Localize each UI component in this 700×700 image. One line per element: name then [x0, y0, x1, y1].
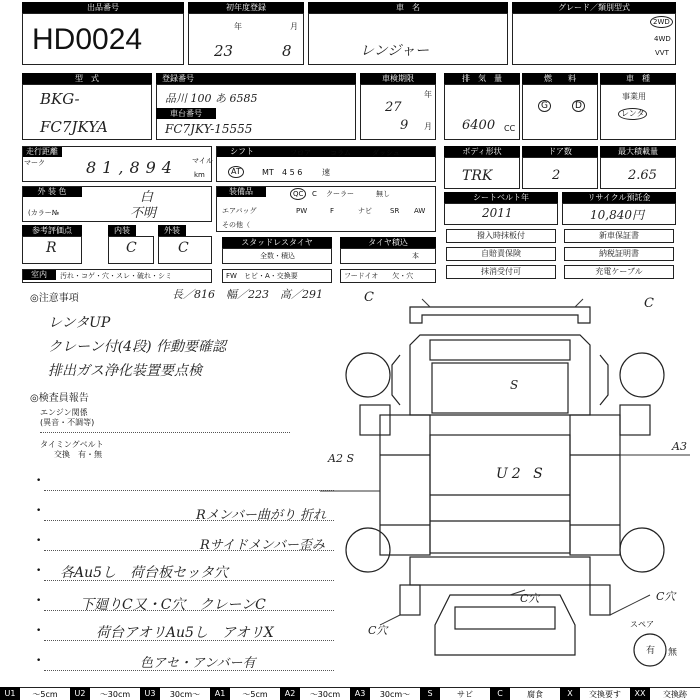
mark-side-left: A2 S: [328, 452, 354, 465]
left-side-panel: [380, 415, 430, 555]
ext-color-header: 外 装 色: [22, 186, 82, 197]
displacement-header: 排 気 量: [444, 73, 520, 84]
ext-color-code: 不明: [130, 206, 157, 221]
report-dotline-0: [44, 490, 334, 491]
reg-no: 品川 100 あ 6585: [165, 92, 258, 105]
model-top: BKG-: [40, 90, 80, 108]
mile-label: マイル: [192, 157, 213, 165]
engine-label: エンジン関係: [40, 408, 88, 417]
rear-right-lamp: [590, 585, 610, 615]
mark-rear-left: C穴: [368, 624, 388, 637]
status-button-1: 新車保証書: [564, 229, 674, 243]
rear-left-lamp: [400, 585, 420, 615]
seatbelt-year: 2011: [482, 206, 513, 220]
exterior-header: 外装: [158, 225, 186, 236]
drive-4wd: 4WD: [654, 35, 671, 43]
right-mirror: [600, 355, 608, 405]
studless-opts: 全数・積込: [260, 252, 295, 260]
chassis-no-header: 車台番号: [156, 108, 216, 119]
front-right-wheel: [620, 353, 664, 397]
interior-grade: C: [126, 240, 137, 256]
notes-title: ◎注意事項: [30, 293, 79, 304]
km-label: km: [194, 171, 205, 179]
ref-grade: R: [46, 240, 57, 256]
spare-have: 有: [646, 646, 656, 656]
timing-exchange: 交換 有・無: [54, 450, 102, 459]
reg-no-header: 登録番号: [156, 73, 356, 84]
body-shape: TRK: [462, 168, 493, 184]
mark-top-right: C: [644, 296, 654, 311]
first-reg-month-label: 月: [290, 22, 298, 31]
shift-gears: 4 5 6: [282, 168, 303, 177]
rear-right-wheel: [620, 528, 664, 572]
shift-column: コラム: [330, 149, 351, 157]
rear-window: [455, 607, 555, 629]
equip-c: C: [312, 190, 317, 198]
model-header: 型 式: [22, 73, 152, 84]
doors: 2: [552, 168, 561, 183]
legend-code-8: X: [560, 687, 580, 700]
legend-desc-6: サビ: [440, 687, 490, 700]
bullet-0: •: [36, 476, 42, 486]
engine-sub-label: (異音・不調等): [40, 418, 95, 427]
ref-grade-header: 参考評価点: [22, 225, 82, 236]
bullet-1: •: [36, 506, 42, 516]
equip-pw: PW: [296, 207, 308, 215]
shift-floor: フロア: [290, 149, 311, 157]
spare-label: スペア: [630, 620, 654, 629]
legend-code-1: U2: [70, 687, 90, 700]
interior-header: 内装: [108, 225, 136, 236]
first-reg-header: 初年度登録: [188, 2, 304, 13]
report-line-5: 色アセ・アンバー有: [140, 656, 256, 671]
windshield: [430, 340, 570, 360]
use-type-header: 車 種: [600, 73, 676, 84]
use-rental: レンタ: [618, 108, 647, 120]
legend-code-9: XX: [630, 687, 650, 700]
first-reg-month: 8: [282, 42, 292, 60]
equip-f: F: [330, 207, 335, 215]
front-bumper: [410, 307, 590, 323]
cc-label: CC: [504, 124, 516, 133]
front-left-wheel: [346, 353, 390, 397]
drive-vvt: VVT: [655, 49, 669, 57]
inspection-month: 9: [400, 118, 409, 133]
status-button-0: 撥入時抹板付: [446, 229, 556, 243]
color-no-label: (カラー№: [28, 209, 60, 217]
bullet-4: •: [36, 596, 42, 606]
legend-code-0: U1: [0, 687, 20, 700]
tailgate: [435, 595, 575, 655]
report-line-2: 各Au5し 荷台板セッタ穴: [60, 565, 229, 581]
max-load-header: 最大積載量: [600, 146, 676, 157]
mileage-header: 走行距離: [22, 146, 62, 157]
bullet-5: •: [36, 626, 42, 636]
inspection-year: 27: [385, 100, 402, 115]
mark-hood: S: [510, 378, 519, 392]
notes-line-2: 排出ガス浄化装置要点検: [48, 363, 202, 379]
interior-opts: 汚れ・コゲ・穴・スレ・破れ・シミ: [60, 272, 172, 280]
status-button-2: 自賠責保険: [446, 247, 556, 261]
status-button-4: 抹消受付可: [446, 265, 556, 279]
drive-2wd: 2WD: [650, 16, 673, 28]
rear-deck: [410, 557, 590, 585]
bullet-2: •: [36, 536, 42, 546]
displacement: 6400: [462, 118, 496, 133]
notes-line-0: レンタUP: [48, 315, 111, 331]
shift-at: AT: [228, 166, 244, 178]
grade-header: グレード／類別型式: [512, 2, 676, 13]
inspection-month-label: 月: [424, 122, 432, 131]
equip-none: 無し: [376, 190, 390, 198]
body-shape-header: ボディ形状: [444, 146, 520, 157]
dimensions: 長／816 幅／223 高／291: [172, 288, 323, 301]
legend-code-4: A2: [280, 687, 300, 700]
timing-belt-label: タイミングベルト: [40, 440, 104, 449]
equip-navi: ナビ: [358, 207, 372, 215]
tire-row: フードイオ 欠・穴: [344, 272, 414, 280]
engine-line: [40, 432, 290, 433]
legend-desc-0: ～5cm: [20, 687, 70, 700]
mark-top-left: C: [364, 290, 374, 305]
notes-line-1: クレーン付(4段) 作動要確認: [48, 339, 227, 355]
inspection-header: 車検期限: [360, 73, 436, 84]
fuel-header: 燃 料: [522, 73, 598, 84]
model-bottom: FC7JKYA: [40, 118, 108, 136]
mark-rear-right: C穴: [656, 590, 676, 603]
fuel-diesel: D: [572, 100, 585, 112]
inspection-year-label: 年: [424, 90, 432, 99]
mark-rear-center: C穴: [520, 592, 540, 605]
tire-count-header: タイヤ積込: [340, 237, 436, 248]
bullet-6: •: [36, 656, 42, 666]
roof: [432, 363, 568, 413]
ext-color: 白: [140, 190, 154, 205]
legend-desc-8: 交換要す: [580, 687, 630, 700]
recycle-header: リサイクル預託金: [562, 192, 676, 203]
legend-code-2: U3: [140, 687, 160, 700]
lot-no-header: 出品番号: [22, 2, 184, 13]
front-right-fender: [620, 405, 650, 435]
car-name-header: 車 名: [308, 2, 508, 13]
studless-header: スタッドレスタイヤ: [222, 237, 332, 248]
car-name: レンジャー: [360, 43, 430, 59]
bullet-3: •: [36, 566, 42, 576]
status-button-5: 充電ケーブル: [564, 265, 674, 279]
doors-header: ドア数: [522, 146, 598, 157]
report-line-0: Rメンバー曲がり 折れ: [196, 508, 327, 523]
mileage: 81,894: [86, 158, 178, 177]
front-left-fender: [360, 405, 390, 435]
equip-aw: AW: [414, 207, 426, 215]
equip-airbag: エアバッグ: [222, 207, 257, 215]
equip-sr: SR: [390, 207, 400, 215]
interior-cond-header: 室内: [22, 269, 56, 280]
tire-count-box: [340, 248, 436, 264]
fw-row: FW ヒビ・A・交換要: [226, 272, 298, 280]
legend-code-6: S: [420, 687, 440, 700]
legend-desc-1: ～30cm: [90, 687, 140, 700]
seatbelt-header: シートベルト年: [444, 192, 558, 203]
shift-header: シフト: [216, 146, 436, 157]
shift-mt: MT: [262, 168, 274, 177]
equip-qc: QC: [290, 188, 306, 200]
legend-code-5: A3: [350, 687, 370, 700]
fuel-gas: G: [538, 100, 551, 112]
mark-side-right: A3: [672, 440, 687, 453]
use-business: 事業用: [622, 92, 646, 101]
legend-code-7: C: [490, 687, 510, 700]
lot-number: HD0024: [32, 23, 143, 56]
rear-left-wheel: [346, 528, 390, 572]
chassis-no: FC7JKY-15555: [165, 122, 253, 136]
legend-desc-9: 交換跡: [650, 687, 700, 700]
report-line-4: 荷台アオリAu5し アオリX: [96, 625, 274, 641]
status-button-3: 納税証明書: [564, 247, 674, 261]
legend-desc-7: 腐食: [510, 687, 560, 700]
equip-other: その他（: [222, 221, 250, 229]
shift-dash: ダッシュ: [372, 149, 400, 157]
equip-cooler: クーラー: [326, 190, 354, 198]
legend-desc-2: 30cm～: [160, 687, 210, 700]
exterior-grade: C: [178, 240, 189, 256]
cab-outline: [410, 335, 590, 415]
tire-count-unit: 本: [412, 252, 419, 260]
legend-desc-4: ～30cm: [300, 687, 350, 700]
report-line-1: Rサイドメンバー歪み: [200, 538, 325, 553]
first-reg-year-label: 年: [234, 22, 242, 31]
report-line-3: 下廻りC又・C穴 クレーンC: [80, 597, 266, 613]
report-title: ◎検査員報告: [30, 393, 89, 404]
recycle-fee: 10,840円: [590, 208, 644, 222]
left-mirror: [392, 355, 400, 405]
shift-speed: 速: [322, 168, 330, 177]
first-reg-year: 23: [214, 42, 234, 60]
marks-label: マーク: [24, 159, 45, 167]
right-side-panel: [570, 415, 620, 555]
legend-code-3: A1: [210, 687, 230, 700]
mark-cargo: U2 S: [496, 466, 547, 482]
legend-desc-5: 30cm～: [370, 687, 420, 700]
spare-none: 無: [668, 648, 678, 658]
equipment-header: 装備品: [216, 186, 266, 197]
fuel-box: [522, 84, 598, 140]
max-load: 2.65: [628, 168, 657, 183]
cargo-bed: [430, 435, 570, 553]
legend-desc-3: ～5cm: [230, 687, 280, 700]
